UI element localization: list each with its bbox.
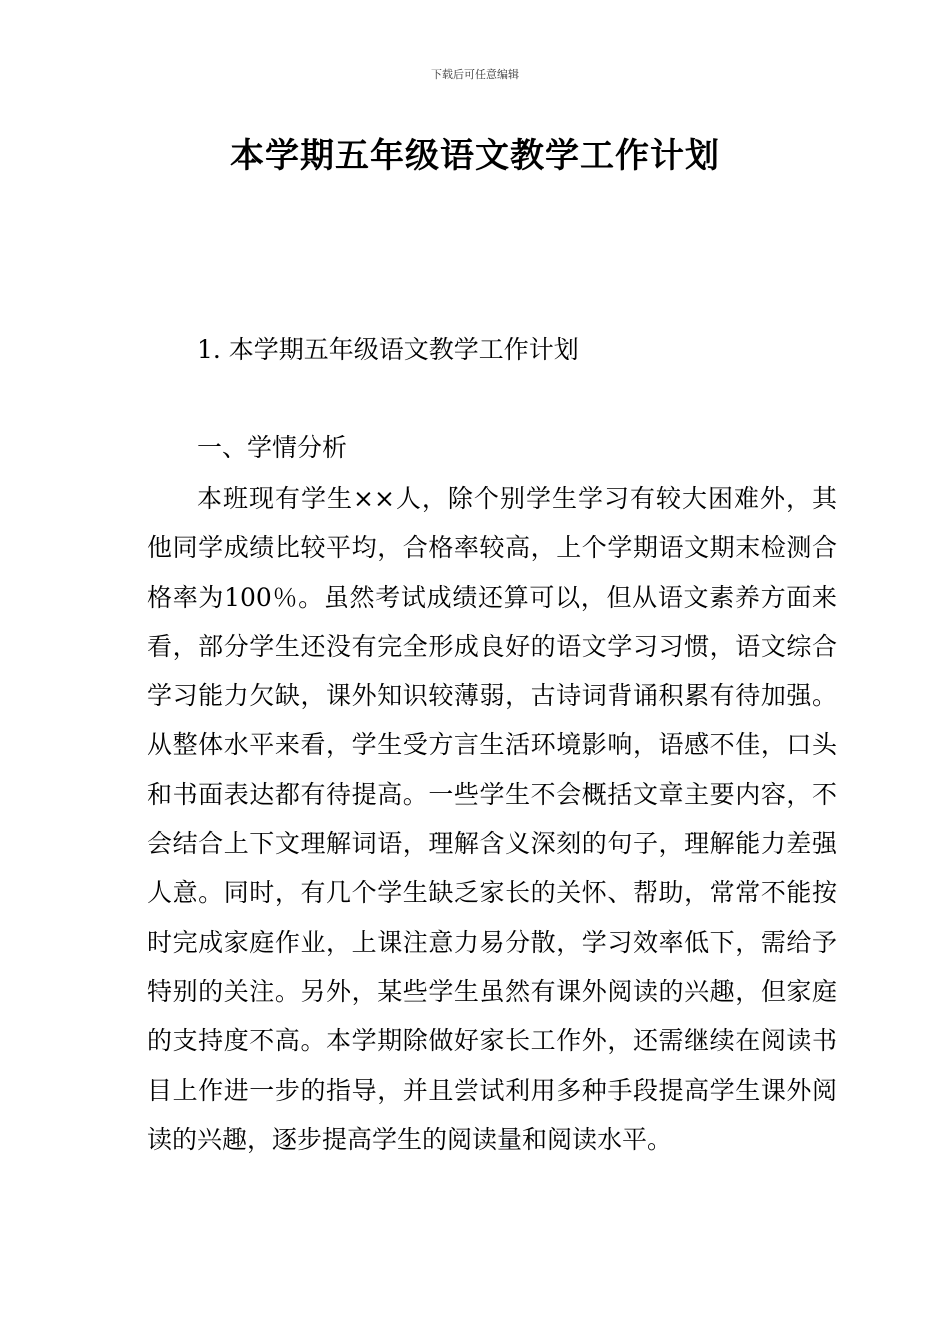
document-title: 本学期五年级语文教学工作计划 [230, 136, 720, 176]
section-heading: 1. 本学期五年级语文教学工作计划 [197, 335, 579, 364]
header-note: 下载后可任意编辑 [431, 68, 519, 81]
subsection-heading: 一、学情分析 [197, 433, 348, 462]
body-paragraph: 本班现有学生××人，除个别学生学习有较大困难外，其他同学成绩比较平均，合格率较高，上个学期语文期末检测合格率为100％。虽然考试成绩还算可以，但从语文素养方面来看，部分学生还没有完全形成良好的语文学习习惯，语文综合学习能力欠缺，课外知识较薄弱，古诗词背诵积累有待加强。从整体水平来看，学生受方言生活环境影响，语感不佳，口头和书面表达都有待提高。一些学生不会概括文章主要内容，不会结合上下文理解词语，理解含义深刻的句子，理解能力差强人意。同时，有几个学生缺乏家长的关怀、帮助，常常不能按时完成家庭作业，上课注意力易分散，学习效率低下，需给予特别的关注。另外，某些学生虽然有课外阅读的兴趣，但家庭的支持度不高。本学期除做好家长工作外，还需继续在阅读书目上作进一步的指导，并且尝试利用多种手段提高学生课外阅读的兴趣，逐步提高学生的阅读量和阅读水平。 [147, 484, 837, 1154]
